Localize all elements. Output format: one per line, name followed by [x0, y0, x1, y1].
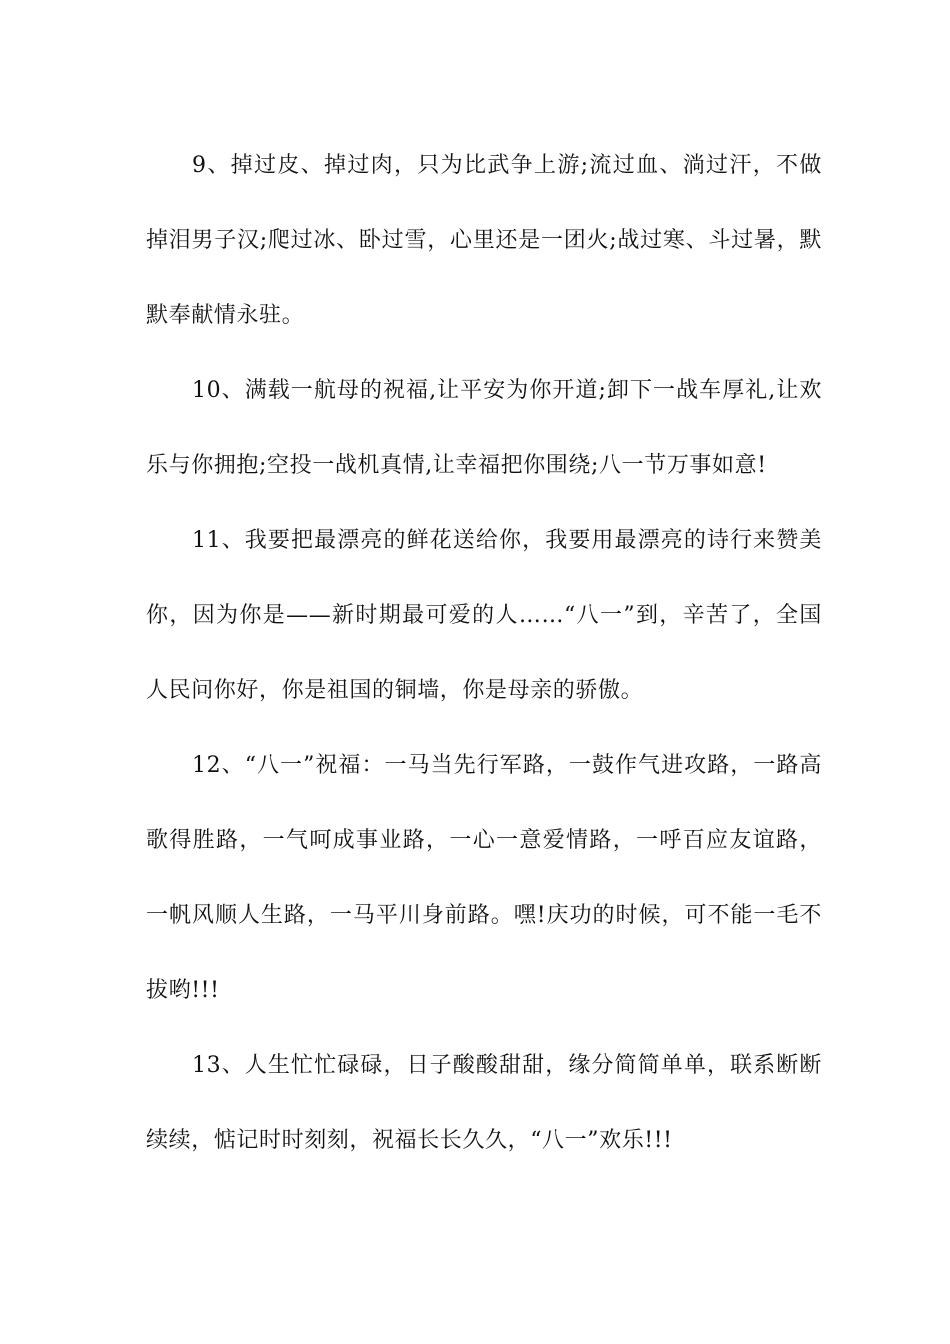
paragraph-11: 11、我要把最漂亮的鲜花送给你，我要用最漂亮的诗行来赞美你，因为你是——新时期最可爱的人……“八一”到，辛苦了，全国人民问你好，你是祖国的铜墙，你是母亲的骄傲。: [146, 528, 822, 703]
paragraph-13: 13、人生忙忙碌碌，日子酸酸甜甜，缘分简简单单，联系断断续续，惦记时时刻刻，祝福长长久久，“八一”欢乐!!!: [146, 1053, 822, 1153]
paragraph-10: 10、满载一航母的祝福,让平安为你开道;卸下一战车厚礼,让欢乐与你拥抱;空投一战机真情,让幸福把你围绕;八一节万事如意!: [146, 378, 822, 478]
paragraph-9: 9、掉过皮、掉过肉，只为比武争上游;流过血、淌过汗，不做掉泪男子汉;爬过冰、卧过雪，心里还是一团火;战过寒、斗过暑，默默奉献情永驻。: [146, 153, 822, 328]
document-body: [146, 128, 822, 1178]
paragraph-12: 12、“八一”祝福：一马当先行军路，一鼓作气进攻路，一路高歌得胜路，一气呵成事业路，一心一意爱情路，一呼百应友谊路，一帆风顺人生路，一马平川身前路。嘿!庆功的时候，可不能一毛不拔哟!!!: [146, 753, 822, 1003]
